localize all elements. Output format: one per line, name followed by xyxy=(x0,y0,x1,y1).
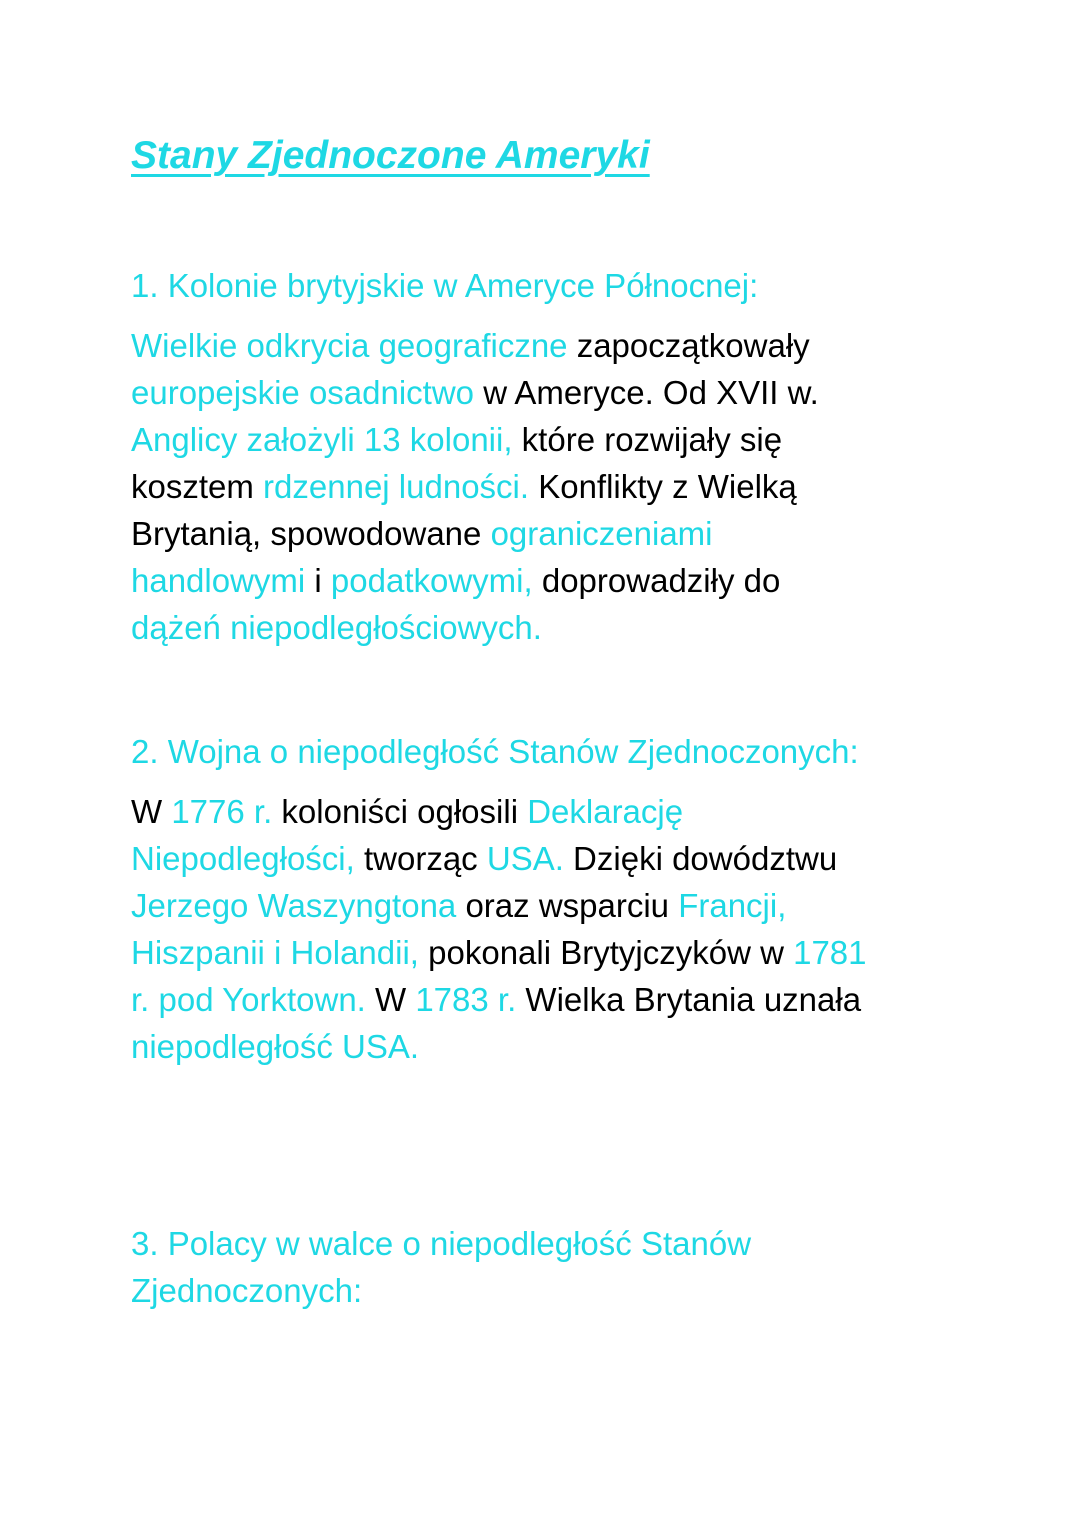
highlighted-term: Anglicy założyli 13 kolonii, xyxy=(131,421,513,458)
body-text: Konflikty z Wielką xyxy=(529,468,797,505)
paragraph-line xyxy=(131,322,961,369)
document-title: Stany Zjednoczone Ameryki xyxy=(131,134,650,177)
body-text: Dzięki dowództwu xyxy=(563,840,838,877)
section-2-heading: 2. Wojna o niepodległość Stanów Zjednoczonych: xyxy=(131,733,859,770)
paragraph-line xyxy=(131,976,961,1023)
body-text: W xyxy=(365,981,416,1018)
highlighted-term: 1783 r. xyxy=(415,981,517,1018)
highlighted-term: ograniczeniami xyxy=(490,515,713,552)
body-text: w Ameryce. Od XVII w. xyxy=(474,374,819,411)
body-text: koloniści ogłosili xyxy=(272,793,528,830)
paragraph-line xyxy=(131,835,961,882)
section-1-heading: 1. Kolonie brytyjskie w Ameryce Północnej: xyxy=(131,267,759,304)
highlighted-term: Niepodległości, xyxy=(131,840,355,877)
highlighted-term: dążeń niepodległościowych. xyxy=(131,609,542,646)
body-text: kosztem xyxy=(131,468,264,505)
paragraph-line xyxy=(131,882,961,929)
body-text: które rozwijały się xyxy=(512,421,783,458)
paragraph-line xyxy=(131,369,961,416)
highlighted-term: 1781 xyxy=(793,934,867,971)
highlighted-term: Hiszpanii i Holandii, xyxy=(131,934,419,971)
highlighted-term: podatkowymi, xyxy=(330,562,533,599)
paragraph-line xyxy=(131,510,961,557)
highlighted-term: rdzennej ludności. xyxy=(263,468,530,505)
body-text: W xyxy=(131,793,172,830)
highlighted-term: 1776 r. xyxy=(171,793,273,830)
body-text: i xyxy=(305,562,331,599)
highlighted-term: niepodległość USA. xyxy=(131,1028,420,1065)
body-text: doprowadziły do xyxy=(532,562,781,599)
highlighted-term: Jerzego Waszyngtona xyxy=(131,887,457,924)
highlighted-term: europejskie osadnictwo xyxy=(131,374,475,411)
body-text: oraz wsparciu xyxy=(456,887,679,924)
body-text: zapoczątkowały xyxy=(567,327,810,364)
paragraph-line xyxy=(131,604,961,651)
body-text: Brytanią, spowodowane xyxy=(131,515,491,552)
highlighted-term: USA. xyxy=(486,840,564,877)
body-text: Wielka Brytania uznała xyxy=(516,981,862,1018)
highlighted-term: handlowymi xyxy=(131,562,306,599)
paragraph-line xyxy=(131,788,961,835)
highlighted-term: r. pod Yorktown. xyxy=(131,981,366,1018)
highlighted-term: Wielkie odkrycia geograficzne xyxy=(131,327,568,364)
body-text: pokonali Brytyjczyków w xyxy=(418,934,794,971)
highlighted-term: Francji, xyxy=(678,887,787,924)
paragraph-line xyxy=(131,557,961,604)
section-1-paragraph xyxy=(131,322,961,651)
section-3-heading: 3. Polacy w walce o niepodległość Stanów Zjednoczonych: xyxy=(131,1225,752,1309)
paragraph-line xyxy=(131,416,961,463)
paragraph-line xyxy=(131,463,961,510)
section-2-paragraph xyxy=(131,788,961,1070)
highlighted-term: Deklarację xyxy=(527,793,684,830)
paragraph-line xyxy=(131,1023,961,1070)
body-text: tworząc xyxy=(354,840,487,877)
paragraph-line xyxy=(131,929,961,976)
